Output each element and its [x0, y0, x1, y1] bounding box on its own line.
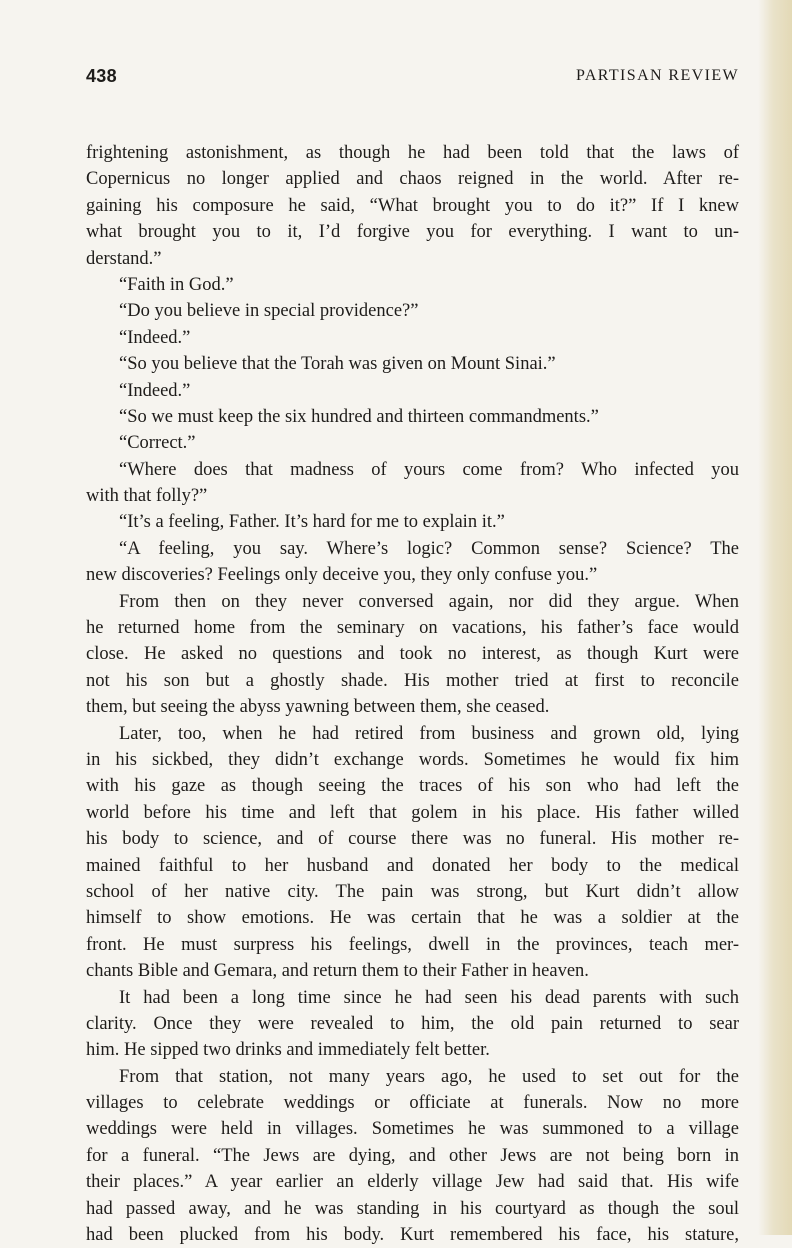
page-edge-shadow — [758, 0, 792, 1235]
text-line: “Faith in God.” — [119, 274, 234, 295]
text-line: “Do you believe in special providence?” — [119, 301, 419, 322]
text-line: with that folly?” — [86, 486, 208, 507]
text-line: new discoveries? Feelings only deceive you, they only confuse you.” — [86, 565, 598, 586]
text-line: his body to science, and of course there was no funeral. His mother re- — [86, 829, 739, 850]
text-line: world before his time and left that golem in his place. His father willed — [86, 802, 739, 823]
text-line: frightening astonishment, as though he had been told that the laws of — [86, 143, 739, 163]
text-line: their places.” A year earlier an elderly village Jew had said that. His wife — [86, 1172, 739, 1193]
text-line: “So we must keep the six hundred and thirteen commandments.” — [119, 406, 599, 427]
text-line: he returned home from the seminary on vacations, his father’s face would — [86, 618, 739, 639]
text-line: “A feeling, you say. Where’s logic? Common sense? Science? The — [119, 538, 739, 559]
text-line: “It’s a feeling, Father. It’s hard for me to explain it.” — [119, 512, 505, 533]
text-line: for a funeral. “The Jews are dying, and other Jews are not being born in — [86, 1145, 739, 1166]
text-line: had been plucked from his body. Kurt remembered his face, his stature, — [86, 1225, 739, 1246]
text-line: had passed away, and he was standing in his courtyard as though the soul — [86, 1198, 739, 1219]
text-line: front. He must surpress his feelings, dwell in the provinces, teach mer- — [86, 934, 739, 955]
text-line: close. He asked no questions and took no interest, as though Kurt were — [86, 644, 739, 665]
text-line: derstand.” — [86, 248, 162, 269]
text-line: not his son but a ghostly shade. His mother tried at first to reconcile — [86, 670, 739, 691]
text-line: “Where does that madness of yours come from? Who infected you — [119, 459, 739, 480]
text-line: “Correct.” — [119, 433, 196, 454]
text-line: villages to celebrate weddings or officiate at funerals. Now no more — [86, 1093, 739, 1114]
text-line: weddings were held in villages. Sometimes he was summoned to a village — [86, 1119, 739, 1140]
page-header — [86, 66, 739, 90]
text-line: “Indeed.” — [119, 380, 191, 401]
text-line: them, but seeing the abyss yawning between them, she ceased. — [86, 697, 550, 718]
page-number: 438 — [86, 66, 117, 86]
text-line: chants Bible and Gemara, and return them to their Father in heaven. — [86, 961, 589, 982]
text-line: gaining his composure he said, “What brought you to do it?” If I knew — [86, 195, 739, 216]
text-line: From then on they never conversed again, nor did they argue. When — [119, 591, 739, 612]
text-line: himself to show emotions. He was certain that he was a soldier at the — [86, 908, 739, 929]
text-line: what brought you to it, I’d forgive you for everything. I want to un- — [86, 222, 739, 243]
text-line: “Indeed.” — [119, 327, 191, 348]
text-line: with his gaze as though seeing the traces of his son who had left the — [86, 776, 739, 797]
text-line: It had been a long time since he had seen his dead parents with such — [119, 987, 739, 1008]
text-line: Later, too, when he had retired from business and grown old, lying — [119, 723, 739, 744]
text-line: From that station, not many years ago, he used to set out for the — [119, 1066, 739, 1087]
text-line: him. He sipped two drinks and immediately felt better. — [86, 1040, 490, 1061]
text-line: mained faithful to her husband and donated her body to the medical — [86, 855, 739, 876]
text-line: clarity. Once they were revealed to him, the old pain returned to sear — [86, 1013, 739, 1034]
text-line: “So you believe that the Torah was given on Mount Sinai.” — [119, 354, 556, 375]
body-text — [86, 140, 739, 1248]
text-line: in his sickbed, they didn’t exchange words. Sometimes he would fix him — [86, 749, 739, 770]
text-line: Copernicus no longer applied and chaos reigned in the world. After re- — [86, 169, 739, 190]
text-line: school of her native city. The pain was strong, but Kurt didn’t allow — [86, 881, 739, 902]
running-head: PARTISAN REVIEW — [575, 67, 739, 84]
